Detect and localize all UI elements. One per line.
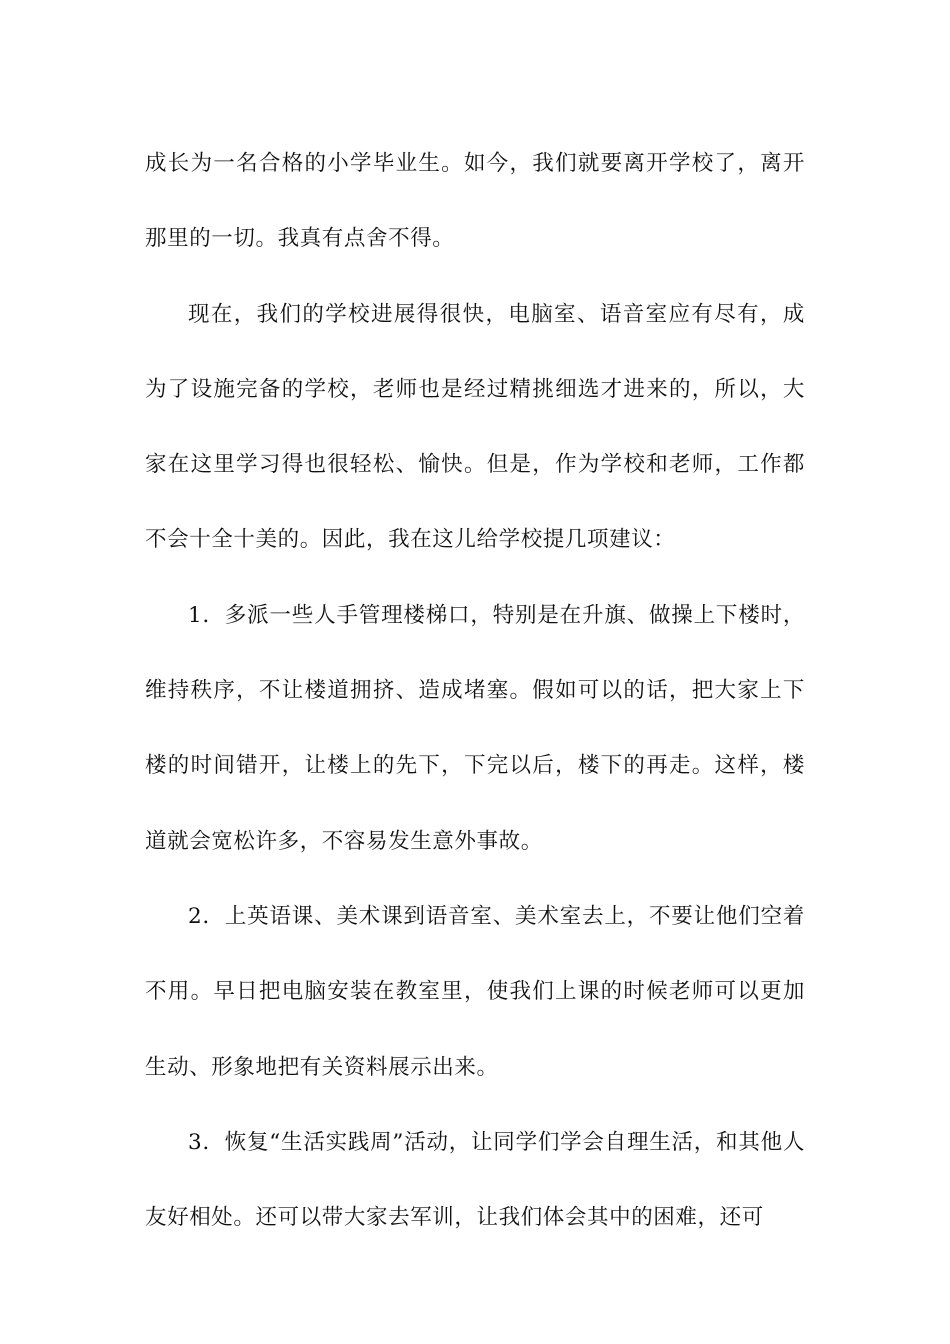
paragraph-suggestion-3: 3．恢复“生活实践周”活动，让同学们学会自理生活，和其他人友好相处。还可以带大家去军训，让我们体会其中的困难，还可: [145, 1129, 805, 1231]
paragraph-suggestion-2: 2．上英语课、美术课到语音室、美术室去上，不要让他们空着不用。早日把电脑安装在教室里，使我们上课的时候老师可以更加生动、形象地把有关资料展示出来。: [145, 903, 805, 1080]
document-body: [145, 126, 805, 1255]
paragraph-school-progress: 现在，我们的学校进展得很快，电脑室、语音室应有尽有，成为了设施完备的学校，老师也是经过精挑细选才进来的，所以，大家在这里学习得也很轻松、愉快。但是，作为学校和老师，工作都不会十全十美的。因此，我在这儿给学校提几项建议：: [145, 301, 805, 553]
paragraph-graduation: 成长为一名合格的小学毕业生。如今，我们就要离开学校了，离开那里的一切。我真有点舍不得。: [145, 151, 805, 252]
paragraph-suggestion-1: 1．多派一些人手管理楼梯口，特别是在升旗、做操上下楼时，维持秩序，不让楼道拥挤、造成堵塞。假如可以的话，把大家上下楼的时间错开，让楼上的先下，下完以后，楼下的再走。这样，楼道就会宽松许多，不容易发生意外事故。: [145, 602, 805, 854]
